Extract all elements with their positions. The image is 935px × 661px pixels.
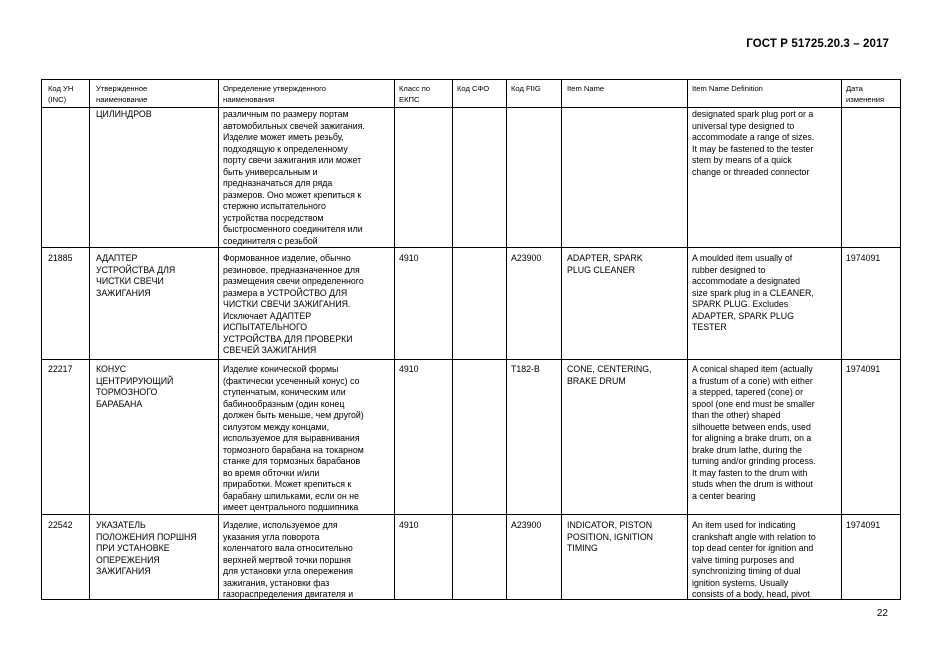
header-inc: Код УН (INC) [48,84,74,104]
row-3-definition: Изделие, используемое для указания угла поворота коленчатого вала относительно верхней мертвой точки поршня для установки угла опережения зажигания, установки фаз газораспределения двигателя и [223,520,354,599]
row-1-class: 4910 [399,253,419,263]
row-2-class: 4910 [399,364,419,374]
header-approved-name: Утвержденное наименование [96,84,148,104]
row-1-item-name: ADAPTER, SPARK PLUG CLEANER [567,253,643,275]
column-divider [89,80,90,599]
row-2-item-definition: A conical shaped item (actually a frustum of a cone) with either a stepped, tapered (cone) or spool (one end must be smaller than the other) shaped silhouette between ends, used for aligning a brake drum, on a brake drum lathe, during the turning and/or grinding process. It may fasten to the drum with studs when the drum is without a center bearing [692,364,816,501]
column-divider [218,80,219,599]
catalog-table [41,79,901,600]
header-sfo: Код СФО [457,84,490,93]
column-divider [394,80,395,599]
row-3-item-name: INDICATOR, PISTON POSITION, IGNITION TIMING [567,520,654,553]
header-item-definition: Item Name Definition [692,84,763,93]
row-2-fiig: T182-B [511,364,540,374]
header-class: Класс по ЕКПС [399,84,431,104]
row-2-inc: 22217 [48,364,73,374]
row-2-date: 1974091 [846,364,881,374]
row-1-date: 1974091 [846,253,881,263]
column-divider [506,80,507,599]
row-3-date: 1974091 [846,520,881,530]
row-2-name: КОНУС ЦЕНТРИРУЮЩИЙ ТОРМОЗНОГО БАРАБАНА [96,364,174,409]
row-3-item-definition: An item used for indicating crankshaft angle with relation to top dead center for ignition and valve timing purposes and synchronizing timing of dual ignition systems. Usually consists of a body, head, pivot [692,520,816,599]
row-3-class: 4910 [399,520,419,530]
column-divider [841,80,842,599]
row-0-definition: различным по размеру портам автомобильных свечей зажигания. Изделие может иметь резьбу, подходящую к определенному порту свечи зажигания или может быть универсальным и предназначаться для ряда размеров. Оно может крепиться к стержню испытательного устройства посредством быстросменного соединителя или соединителя с резьбой [223,109,365,246]
column-divider [561,80,562,599]
row-0-item-definition: designated spark plug port or a universal type designed to accommodate a range of sizes. It may be fastened to the tester stem by means of a quick change or threaded connector [692,109,815,177]
page-number: 22 [876,608,888,619]
row-1-name: АДАПТЕР УСТРОЙСТВА ДЛЯ ЧИСТКИ СВЕЧИ ЗАЖИГАНИЯ [96,253,176,298]
row-0-name: ЦИЛИНДРОВ [96,109,152,119]
row-divider [42,107,900,108]
row-2-item-name: CONE, CENTERING, BRAKE DRUM [567,364,652,386]
row-1-definition: Формованное изделие, обычно резиновое, предназначенное для размещения свечи определенного размера в УСТРОЙСТВО ДЛЯ ЧИСТКИ СВЕЧИ ЗАЖИГАНИЯ. Исключает АДАПТЕР ИСПЫТАТЕЛЬНОГО УСТРОЙСТВА ДЛЯ ПРОВЕРКИ СВЕЧЕЙ ЗАЖИГАНИЯ [223,253,364,355]
column-divider [452,80,453,599]
row-3-name: УКАЗАТЕЛЬ ПОЛОЖЕНИЯ ПОРШНЯ ПРИ УСТАНОВКЕ ОПЕРЕЖЕНИЯ ЗАЖИГАНИЯ [96,520,197,576]
header-date: Дата изменения [846,84,885,104]
column-divider [687,80,688,599]
row-divider [42,359,900,360]
row-divider [42,247,900,248]
row-1-inc: 21885 [48,253,73,263]
row-divider [42,514,900,515]
header-definition: Определение утвержденного наименования [223,84,326,104]
row-1-fiig: A23900 [511,253,542,263]
row-1-item-definition: A moulded item usually of rubber designed to accommodate a designated size spark plug in a CLEANER, SPARK PLUG. Excludes ADAPTER, SPARK PLUG TESTER [692,253,814,332]
header-item-name: Item Name [567,84,605,93]
standard-number: ГОСТ Р 51725.20.3 – 2017 [746,38,889,50]
row-2-definition: Изделие конической формы (фактически усеченный конус) со ступенчатым, коническим или бабинообразным (один конец должен быть меньше, чем другой) силуэтом между концами, используемое для выравнивания тормозного барабана на токарном станке для тормозных барабанов во время обточки и/или приработки. Может крепиться к барабану шпильками, если он не имеет центрального подшипника [223,364,364,512]
row-3-fiig: A23900 [511,520,542,530]
header-fiig: Код FIIG [511,84,541,93]
row-3-inc: 22542 [48,520,73,530]
